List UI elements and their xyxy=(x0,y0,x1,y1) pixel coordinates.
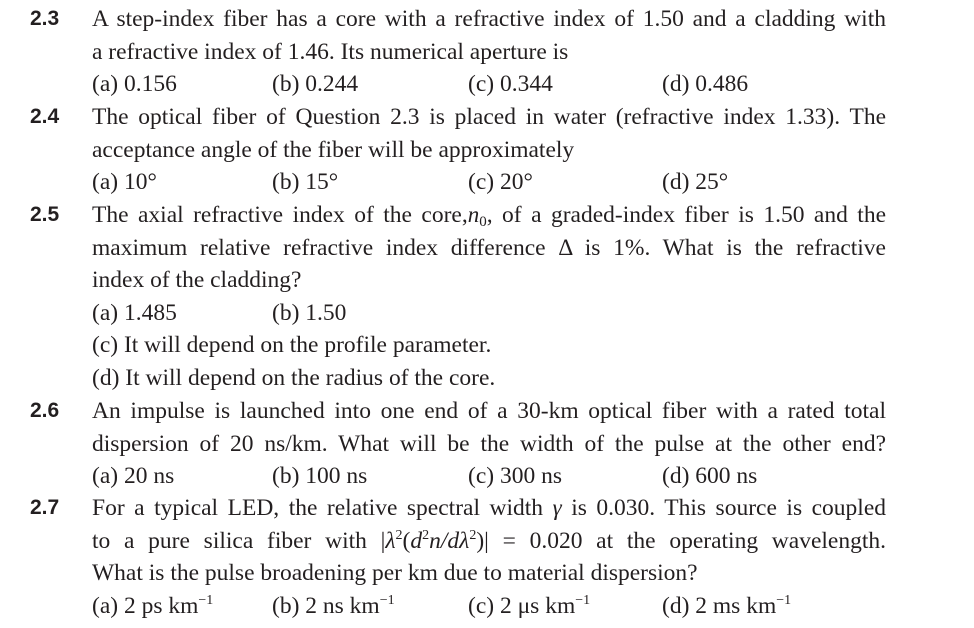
option-a: (a) 20 ns xyxy=(92,463,175,490)
question-number: 2.7 xyxy=(30,496,60,519)
option-b xyxy=(272,590,395,623)
math-symbol-n: n xyxy=(467,202,480,227)
option-a: (a) 10° xyxy=(92,169,157,196)
option-d: (d) It will depend on the radius of the core. xyxy=(92,364,496,391)
superscript: 2 xyxy=(422,527,430,543)
question-text-line: a refractive index of 1.46. Its numerical aperture is xyxy=(92,38,569,65)
text-segment: , of a graded-index fiber is 1.50 and the xyxy=(486,202,886,228)
options-row xyxy=(92,460,886,493)
question-text-line: A step-index fiber has a core with a refractive index of 1.50 and a cladding with xyxy=(92,6,886,32)
option-b: (b) 0.244 xyxy=(272,71,359,98)
question-text-line: dispersion of 20 ns/km. What will be the width of the pulse at the other end? xyxy=(92,430,886,457)
math-symbol-lambda: λ xyxy=(385,527,396,554)
option-c: (c) It will depend on the profile parameter. xyxy=(92,332,492,359)
option-a xyxy=(92,590,213,623)
question-number: 2.6 xyxy=(30,399,60,422)
question-text-line: maximum relative refractive index difference Δ is 1%. What is the refractive xyxy=(92,234,886,261)
option-c xyxy=(468,590,590,623)
options-row xyxy=(92,297,886,330)
subscript: 0 xyxy=(479,214,487,230)
question-text-line: An impulse is launched into one end of a 30-km optical fiber with a rated total xyxy=(92,398,886,424)
option-b: (b) 15° xyxy=(272,169,339,196)
question-text-line xyxy=(92,492,886,525)
question-text-line: acceptance angle of the fiber will be approximately xyxy=(92,136,575,163)
options-row xyxy=(92,590,886,623)
options-row xyxy=(92,68,886,101)
math-symbol-gamma: γ xyxy=(552,495,562,520)
option-c: (c) 300 ns xyxy=(468,463,562,490)
question-text-line xyxy=(92,199,886,232)
superscript: −1 xyxy=(198,592,214,608)
option-text: (d) 2 ms km xyxy=(662,592,777,619)
option-d: (d) 25° xyxy=(662,169,729,196)
option-d xyxy=(662,590,791,623)
text-segment: is 0.030. This source is coupled xyxy=(571,495,887,521)
text-segment: to a pure silica fiber with | xyxy=(92,527,386,554)
option-c: (c) 20° xyxy=(468,169,533,196)
math-symbol-d: d xyxy=(410,527,423,554)
question-text-line: index of the cladding? xyxy=(92,267,302,294)
question-number: 2.3 xyxy=(30,7,60,30)
question-text-line: What is the pulse broadening per km due to material dispersion? xyxy=(92,560,698,587)
text-segment: The axial refractive index of the core, xyxy=(92,202,468,228)
option-a: (a) 0.156 xyxy=(92,71,177,98)
superscript: 2 xyxy=(469,527,477,543)
option-a: (a) 1.485 xyxy=(92,299,177,326)
text-segment: For a typical LED, the relative spectral width xyxy=(92,495,544,521)
text-segment: ( xyxy=(402,527,411,554)
option-b: (b) 1.50 xyxy=(272,299,347,326)
option-b: (b) 100 ns xyxy=(272,463,368,490)
option-text: (a) 2 ps km xyxy=(92,592,199,619)
option-text: (c) 2 μs km xyxy=(468,592,576,619)
superscript: −1 xyxy=(575,592,591,608)
option-d: (d) 600 ns xyxy=(662,463,758,490)
option-c: (c) 0.344 xyxy=(468,71,553,98)
text-segment: )| = 0.020 at the operating wavelength. xyxy=(476,527,886,554)
math-expression: n/dλ xyxy=(429,527,470,554)
superscript: −1 xyxy=(379,592,395,608)
question-number: 2.4 xyxy=(30,105,60,128)
option-d: (d) 0.486 xyxy=(662,71,749,98)
superscript: −1 xyxy=(776,592,792,608)
superscript: 2 xyxy=(395,527,403,543)
options-row xyxy=(92,166,886,199)
question-text-line xyxy=(92,525,886,558)
question-text-line: The optical fiber of Question 2.3 is placed in water (refractive index 1.33). The xyxy=(92,104,886,130)
option-text: (b) 2 ns km xyxy=(272,592,380,619)
question-number: 2.5 xyxy=(30,203,60,226)
